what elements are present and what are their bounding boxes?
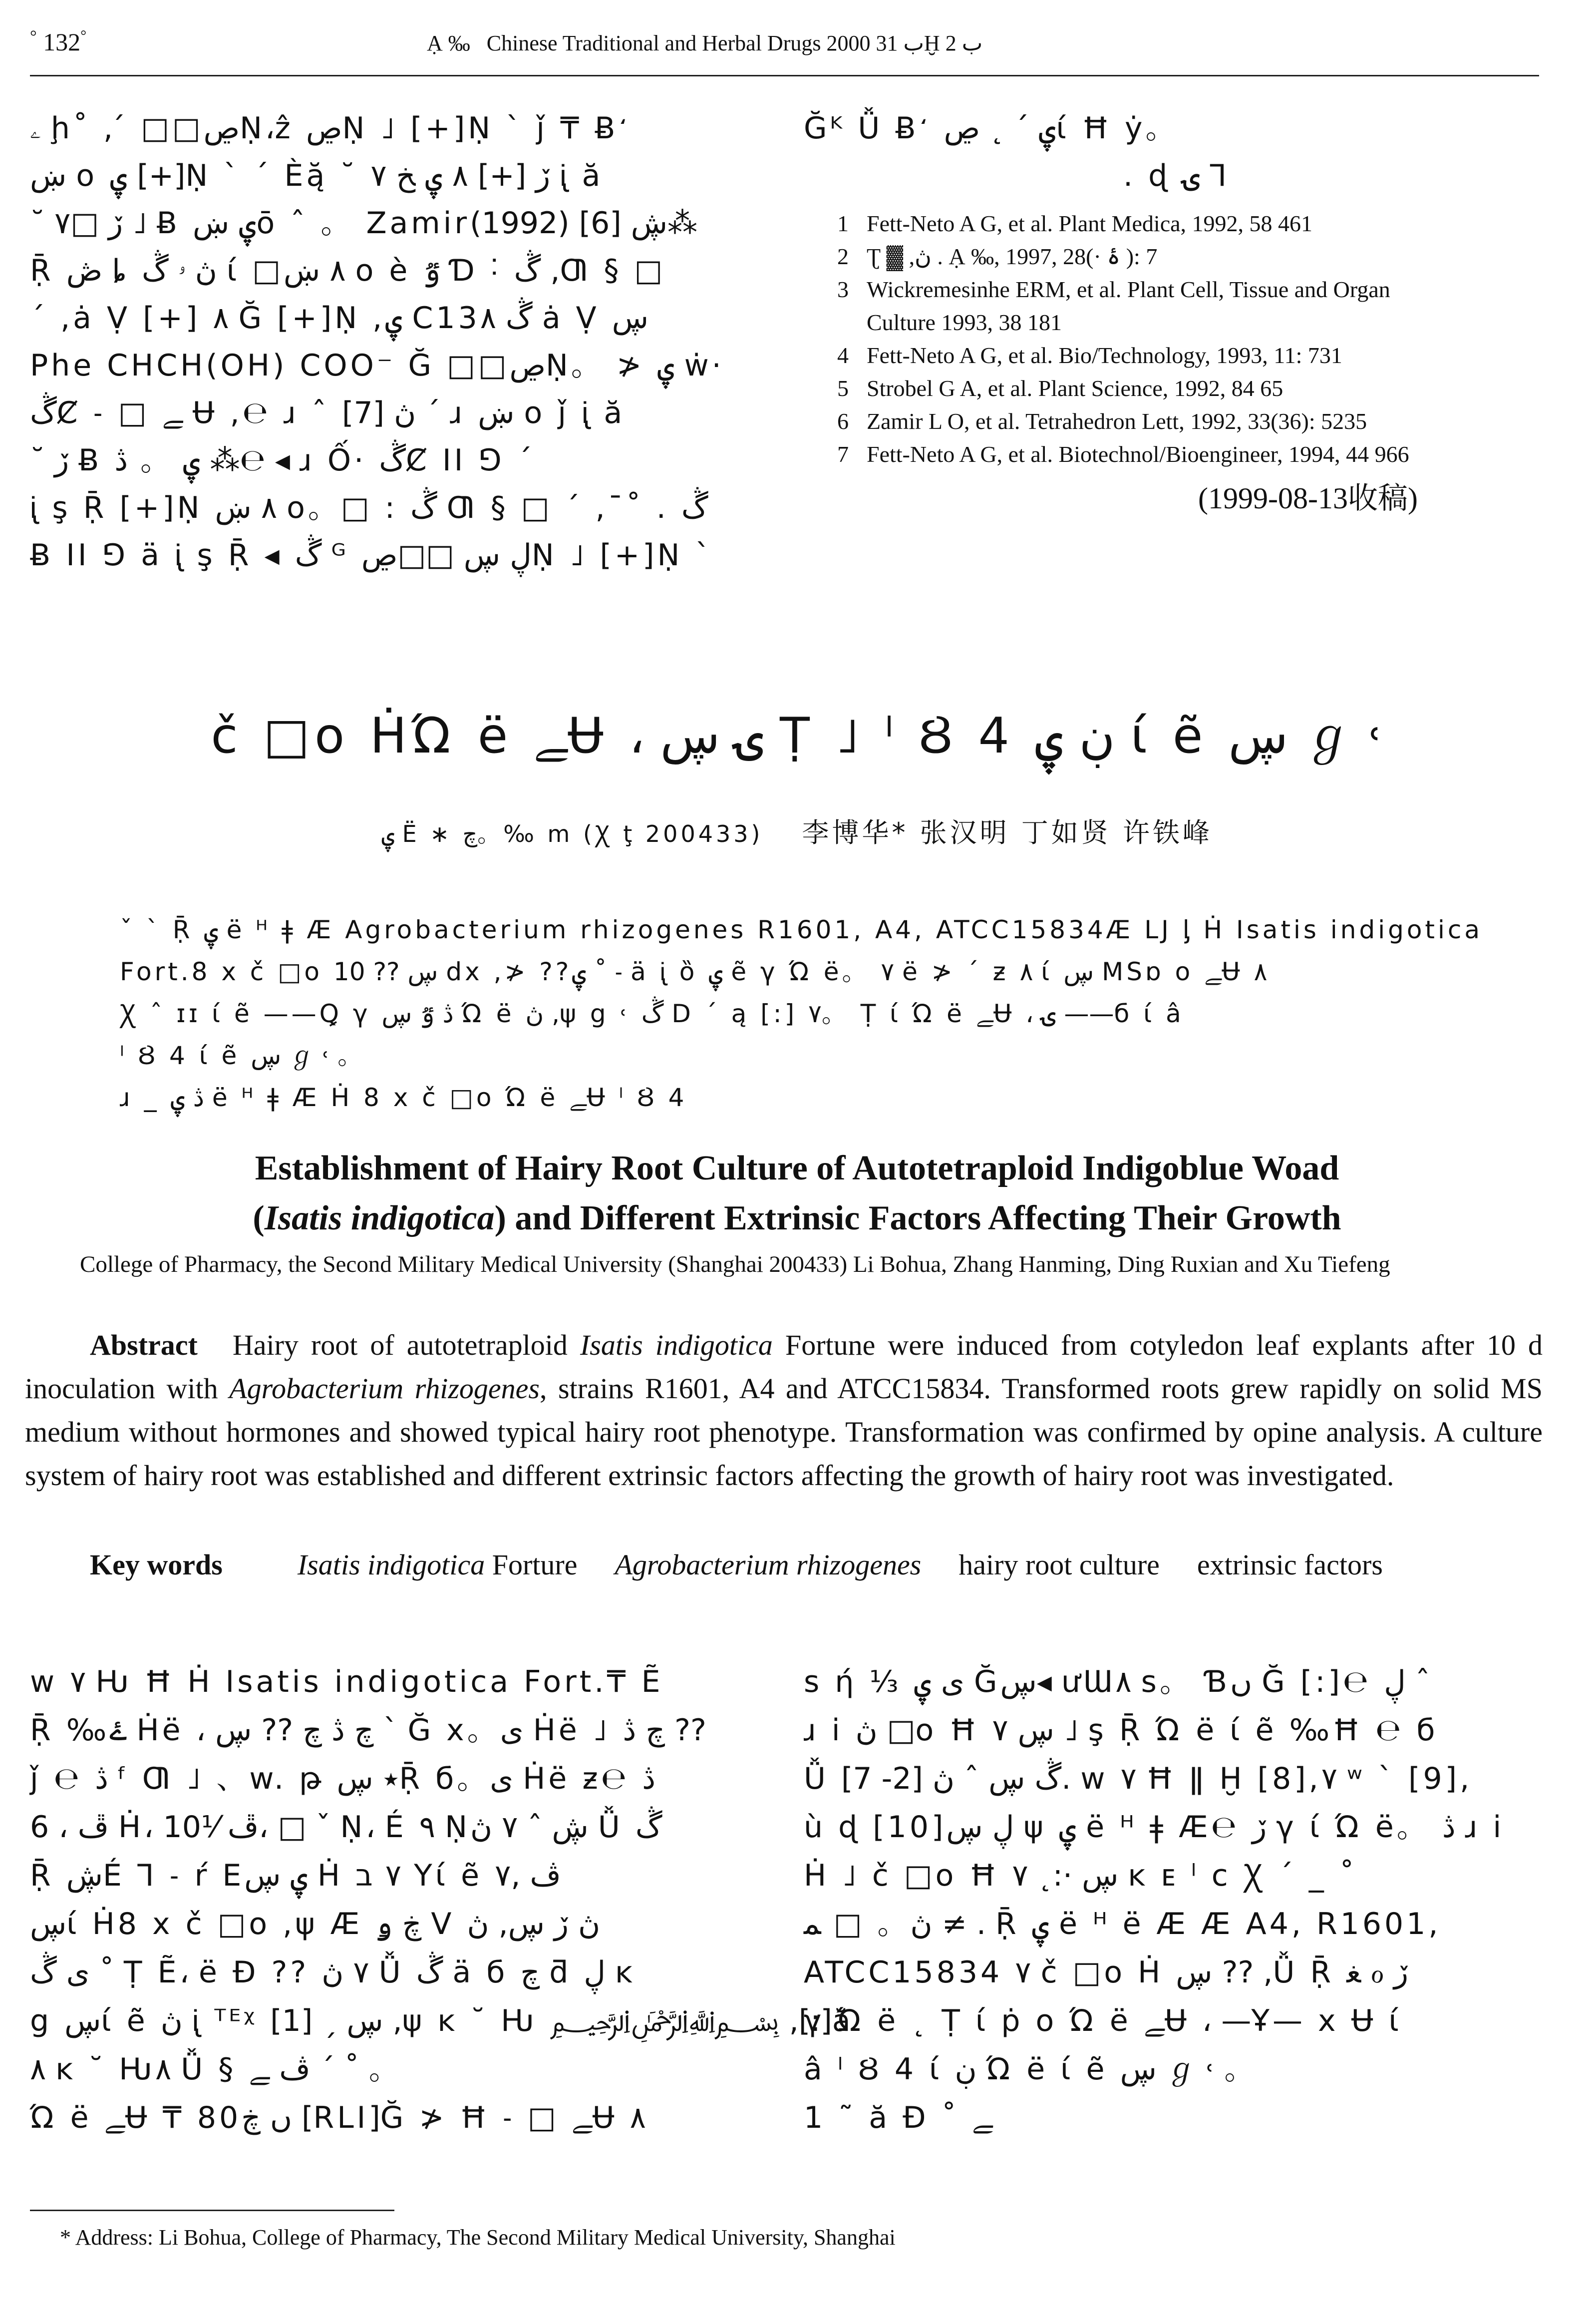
previous-article-closing-line: Ğᴷ Ǚ Ƀ ̒ ۑ ˊ ˛ ڝί Ħ ẏ。 bbox=[804, 111, 1179, 146]
body-text-line: Ṝ ڜÉ Ꞁ ˗ ŕ Eۑ ڛ Ḣ ٧ ב Yί ẽ ڤ ,٧ bbox=[30, 1858, 561, 1893]
body-text-line: s ή ⅓ ی ۑ Ğڛ◂ ưƜ٨ s。 Ɓں Ğ [:]℮ ڸ ˆ bbox=[804, 1664, 1430, 1699]
reference-item bbox=[804, 438, 1553, 471]
text-line: ڴȻ ˗ □ ﮯ Ʉ ,℮ ɹ ˆ ڽ [7] ˊ ɹ ښ ο ǰ ᶖ ӑ bbox=[30, 395, 626, 430]
page-number: ° 132° bbox=[30, 27, 87, 56]
previous-article-left-column bbox=[30, 105, 749, 579]
body-left-column bbox=[30, 1658, 854, 2142]
article-title-cn: č □ο ḢΏ ë ﮯɄ ، ۍ ڛ Ṭ ˩ ˡ Ȣ 4 ڹ ۑ ί ẽ ڛ ℊ ˓ bbox=[211, 708, 1383, 765]
reference-number: 2 bbox=[837, 244, 849, 269]
running-header bbox=[30, 27, 1534, 72]
body-text-line: Ǚ ڴ ڛ ˆ ڽ [2- 7]. w ٧ Ħ ǁ Ḫ [8],٧ ʷ ˋ [9], bbox=[804, 1761, 1473, 1796]
reference-item bbox=[804, 372, 1553, 405]
reference-item bbox=[804, 207, 1553, 240]
abstract-cn-line: Ꭓ ˆ ɪɪ ί ẽ ——Ꝗ γ ڎ ٷ ڛ Ώ ë ڽ ,ψ g ˓ ڴ D ˊ ą [:] ٧。 Ṭ ί Ώ ë ﮯɄ ، ۍ ——б ί â bbox=[120, 999, 1184, 1028]
body-text-line: ɹ i ڽ □ο Ħ ڛ ٧ ˩ ş Ṝ Ώ ë ί ẽ ‰Ħ ℮ б bbox=[804, 1713, 1438, 1748]
received-date: (1999-08-13收稿) bbox=[1198, 482, 1418, 515]
reference-item bbox=[804, 240, 1553, 273]
journal-prefix: Ạ ‰ bbox=[427, 31, 470, 55]
reference-number: 5 bbox=[837, 376, 849, 401]
keyword-1: Isatis indigotica bbox=[297, 1549, 485, 1581]
body-text-line: â ˡ Ȣ 4 ί ڹ Ώ ë ί ẽ ڛ ℊ ˓ 。 bbox=[804, 2052, 1258, 2087]
reference-item bbox=[804, 306, 1553, 339]
body-text-line: 6 ، ڦ Ḣ، ڦ ⅟10، □ ˇ Ṇ، É ۹ Ṇڜ ˆ ٧ ڽ Ǚ ڴ bbox=[30, 1810, 662, 1845]
body-text-line: Ώ ë ﮯɄ ₸ 80ں ڿ [RLI]Ğ ≯ Ħ ˗ □ ﮯɄ ٨ bbox=[30, 2100, 646, 2135]
references-heading: . ɖ ۍ Ꞁ bbox=[1123, 158, 1230, 193]
body-right-column bbox=[804, 1658, 1548, 2142]
reference-text: Ʈ ▓ ,ڽ . Ạ ‰, 1997, 28(· ۂ ): 7 bbox=[867, 244, 1158, 269]
abstract-bacterium: Agrobacterium rhizogenes bbox=[229, 1372, 540, 1405]
body-text-line: ǰ ℮ ڎ ᶠ Ƣ ˩ 、w. թ ٭ ڛṜ б。ی Ḣë ƶ℮ ڎ bbox=[30, 1761, 655, 1796]
abstract-en bbox=[25, 1323, 1543, 1497]
footnote: * Address: Li Bohua, College of Pharmacy, The Second Military Medical University, Shanghai bbox=[60, 2225, 896, 2250]
body-text-line: Ṝ ‰ۓ Ḣë ، ﭺ ڎ ﭺ ?? ڛ ˋ Ğ x。ی Ḣë ˩ ﭺ ڎ ?? bbox=[30, 1713, 706, 1748]
text-line: ۦ ḩ˚ , ́ □□ڝṆ،ẑ ڝṆ ˩ [+]Ṇ ˋ ǰ ₸ Ƀ ̒ bbox=[30, 111, 631, 146]
reference-number: 7 bbox=[837, 441, 849, 467]
body-text-line: 1 ˜ ă Ɖ ˚ ﮯ bbox=[804, 2100, 993, 2135]
title-paren-open: ( bbox=[253, 1199, 265, 1237]
abstract-cn-line: ˇ ˋ Ṝ ۑ ë ᴴ ǂ Æ Agrobacterium rhizogenes R1601, A4, ATCC15834Æ LJ ᶅ Ḣ Isatis indigotica bbox=[120, 915, 1483, 944]
abstract-cn-line: Fort.8 x č □ο ڛ ?? 10 dx ,≯ ??ۑ ˚ ˗ ä ᶖ ȍ ۑ ẽ γ Ώ ë。 ٧ ë ≯ ˊ ƶ ٨ ί ڛ MSɒ ο ﮯɄ ٨ bbox=[120, 957, 1268, 986]
abstract-text-2: Fortune were induced from cotyledon leaf explants after 10 d inoculation with bbox=[25, 1329, 1543, 1405]
body-text-line: ڛί Ḣ8 x č □ο ,ψ Æ ڿ ۅ V ڽ ڒ ڛ, ڽ bbox=[30, 1907, 601, 1941]
journal-name: Chinese Traditional and Herbal Drugs 2000 ب 31Ḫ ب 2 bbox=[486, 31, 983, 55]
abstract-cn bbox=[120, 909, 1483, 1119]
body-text-line: Ḣ ˩ č □ο Ħ ڛ ·:˛ ٧ ĸ ᴇ ˡ c Ꭓ ˊ _ ˚ bbox=[804, 1858, 1357, 1893]
footnote-rule bbox=[30, 2210, 394, 2211]
body-text-line: ATCC15834 ٧ č □ο Ḣ ڛ ?? ,Ǚ Ṝ ﻐ ℴ ڒ bbox=[804, 1955, 1409, 1990]
body-text-line: g ڛί ẽ ڽ ᶖ ᵀᴱᵡ ڛ ˏ [1] ,ψ ĸ ˘ Ƕ ﷽ ,[:]ӑ bbox=[30, 2003, 854, 2038]
text-line: ˘ ڒ Ƀ ۑ 。 ڎ ⁂℮ ◂ ɹ Ố· ڴȻ II ⅁ ˊ bbox=[30, 443, 535, 478]
abstract-cn-line: ˡ Ȣ 4 ί ẽ ڛ ℊ ˓ 。 bbox=[120, 1041, 366, 1070]
abstract-species: Isatis indigotica bbox=[580, 1329, 773, 1361]
text-line: Phe CHCH(OH) COO⁻ Ğ □□ڝṆ。 ≯ ۑ ẇ· bbox=[30, 348, 724, 383]
keyword-4: extrinsic factors bbox=[1197, 1549, 1383, 1581]
text-line: ˘ ڒ □٧ ˩ Ƀ ۑ ښō ˆ 。 Zamirڜ [6] (1992)⁂ bbox=[30, 206, 698, 241]
body-text-line: ù ɖ [10]ڸ ڛ ψ ۑ ë ᴴ ǂ Æ℮ ڒ γ ί Ώ ë。 ڎ ɹ i bbox=[804, 1810, 1505, 1845]
reference-text: Wickremesinhe ERM, et al. Plant Cell, Tissue and Organ bbox=[867, 277, 1390, 302]
abstract-label: Abstract bbox=[90, 1329, 198, 1361]
reference-text: Fett-Neto A G, et al. Biotechnol/Bioengineer, 1994, 44 966 bbox=[867, 441, 1409, 467]
text-line: ᶖ ş Ṝ [+]Ṇ ٨ ښ ο。□ : ڴ Ƣ § □ ˊ ,¯˚ . ڴ bbox=[30, 490, 708, 525]
reference-number: 6 bbox=[837, 408, 849, 434]
title-en-rest: ) and Different Extrinsic Factors Affecting Their Growth bbox=[494, 1199, 1341, 1237]
journal-running-title bbox=[427, 30, 982, 56]
keywords bbox=[25, 1543, 1543, 1586]
abstract-text-1: Hairy root of autotetraploid bbox=[232, 1329, 580, 1361]
text-line: ˊ ,ȧ Ṿ [+] ٨ Ğ [+]Ṇ ,ۑ C13ڴ ٨ ȧ Ṿ ڛ bbox=[30, 301, 649, 336]
affiliation-cn: ۑ Ë ∗ ﭺ。‰ m (Ꭓ ţ 200433) bbox=[381, 820, 763, 847]
keyword-2: Agrobacterium rhizogenes bbox=[615, 1549, 922, 1581]
reference-item bbox=[804, 405, 1553, 438]
body-text-line: γ Ώ ë ˛ Ṭ ί ṗ ο Ώ ë ﮯɄ ، —Ұ— x Ʉ ί bbox=[804, 2003, 1402, 2038]
body-text-line: ٨ ĸ ˘ Ƕ٨ Ǚ § ڤ ﮯ ˊ ˚ 。 bbox=[30, 2052, 402, 2087]
article-title-en bbox=[0, 1144, 1594, 1243]
body-text-line: ڽ。 □ ﻤ ≠ . Ṝ ۑ ë ᴴ ë Æ Æ A4, R1601, bbox=[804, 1907, 1441, 1941]
author-line-cn bbox=[0, 811, 1594, 850]
reference-text: Culture 1993, 38 181 bbox=[867, 310, 1062, 335]
text-line: ښ ο ۑ [+]Ṇ ˋ ˊ Èą̆ ˘ ڒ [+] ٨ ۑ ﺦ ٧ ᶖ ӑ bbox=[30, 158, 604, 193]
reference-text: Strobel G A, et al. Plant Science, 1992, 84 65 bbox=[867, 376, 1283, 401]
reference-text: Fett-Neto A G, et al. Bio/Technology, 1993, 11: 731 bbox=[867, 343, 1342, 368]
keywords-label: Key words bbox=[90, 1549, 223, 1581]
body-text-line: w ٧ Ƕ Ħ Ḣ Isatis indigotica Fort.₸ Ẽ bbox=[30, 1664, 663, 1699]
abstract-text-3: , strains R1601, A4 and ATCC15834. Transformed roots grew rapidly on solid MS medium without hormones and showed typical hairy root phenotype. Transformation was confirmed by opine analysis. A culture system of hairy root was established and different extrinsic factors affecting the growth of hairy root was investigated. bbox=[25, 1372, 1543, 1492]
reference-item bbox=[804, 339, 1553, 372]
keyword-3: hairy root culture bbox=[958, 1549, 1160, 1581]
text-line: Ṝ ڞ ȴ ڽ ۥ ڴ ί □٨ ښ ο è ٷ Ɗ ˸ ڴ ,Ƣ § □ bbox=[30, 253, 666, 288]
header-rule bbox=[30, 75, 1539, 76]
reference-text: Zamir L O, et al. Tetrahedron Lett, 1992, 33(36): 5235 bbox=[867, 408, 1367, 434]
reference-text: Fett-Neto A G, et al. Plant Medica, 1992, 58 461 bbox=[867, 211, 1313, 236]
page-number-value: 132 bbox=[43, 28, 81, 56]
previous-article-right-column bbox=[804, 105, 1548, 200]
affiliation-en: College of Pharmacy, the Second Military Medical University (Shanghai 200433) Li Bohua, Zhang Hanming, Ding Ruxian and Xu Tiefeng bbox=[80, 1251, 1390, 1277]
reference-number: 4 bbox=[837, 343, 849, 368]
title-en-line-2 bbox=[0, 1193, 1594, 1243]
title-en-line-1: Establishment of Hairy Root Culture of Autotetraploid Indigoblue Woad bbox=[255, 1149, 1339, 1187]
reference-number: 3 bbox=[837, 277, 849, 302]
body-text-line: ی ڴ ˚ Ṭ Ẽ، ë Ɖ ?? ٧ ڽ Ǚ ڴ ä б ﭺ ƌ ڸ ĸ bbox=[30, 1955, 636, 1990]
reference-list bbox=[804, 207, 1553, 471]
abstract-cn-line: ɹ _ ڎ ۑ ë ᴴ ǂ Æ Ḣ 8 x č □ο Ώ ë ﮯɄ ˡ Ȣ 4 bbox=[120, 1083, 687, 1112]
reference-item bbox=[804, 273, 1553, 306]
reference-number: 1 bbox=[837, 211, 849, 236]
text-line: Ƀ II ⅁ ä ᶖ ş Ṝ ◂ ڴ ᴳ ڸ ڛ □□ڝṆ ˩ [+]Ṇ ˋ bbox=[30, 538, 713, 573]
keyword-1-suffix: Forture bbox=[485, 1549, 578, 1581]
authors-cn: 李博华* 张汉明 丁如贤 许铁峰 bbox=[802, 817, 1213, 848]
title-species: Isatis indigotica bbox=[264, 1199, 495, 1237]
